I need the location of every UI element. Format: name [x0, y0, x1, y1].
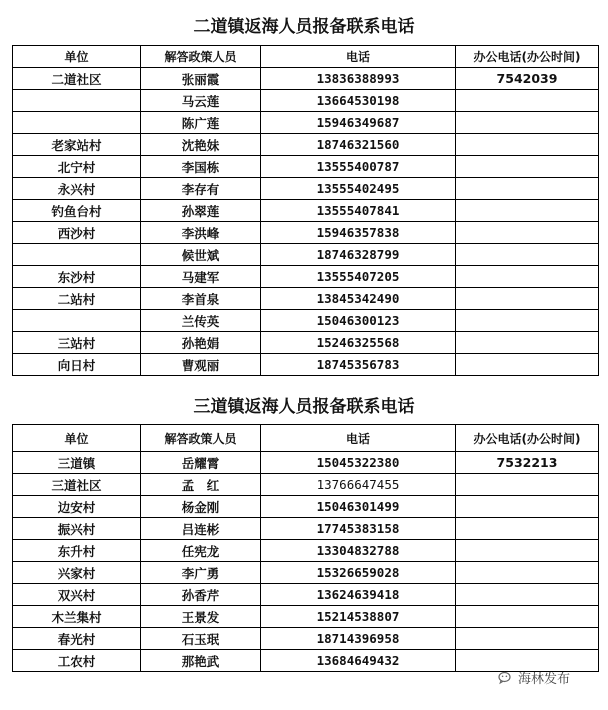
cell-unit: 永兴村	[13, 178, 141, 200]
cell-office	[456, 584, 599, 606]
cell-unit: 向日村	[13, 354, 141, 376]
cell-unit: 北宁村	[13, 156, 141, 178]
cell-unit: 兴家村	[13, 562, 141, 584]
cell-person: 王景发	[141, 606, 261, 628]
cell-person: 孙翠莲	[141, 200, 261, 222]
cell-office	[456, 540, 599, 562]
cell-unit: 春光村	[13, 628, 141, 650]
cell-person: 李洪峰	[141, 222, 261, 244]
cell-unit: 老家站村	[13, 134, 141, 156]
cell-person: 李广勇	[141, 562, 261, 584]
table-header-row	[13, 425, 599, 452]
cell-phone: 13304832788	[261, 540, 456, 562]
cell-person: 李存有	[141, 178, 261, 200]
cell-phone: 13766647455	[261, 474, 456, 496]
table-row	[13, 310, 599, 332]
cell-office	[456, 222, 599, 244]
table-row	[13, 562, 599, 584]
cell-office	[456, 474, 599, 496]
cell-phone: 18714396958	[261, 628, 456, 650]
watermark-text: 海林发布	[518, 672, 571, 687]
cell-phone: 15946357838	[261, 222, 456, 244]
cell-person: 李国栋	[141, 156, 261, 178]
cell-office	[456, 562, 599, 584]
cell-person: 孙艳娟	[141, 332, 261, 354]
cell-office	[456, 310, 599, 332]
table-row	[13, 540, 599, 562]
table-row	[13, 606, 599, 628]
cell-office	[456, 518, 599, 540]
cell-phone: 13555407841	[261, 200, 456, 222]
cell-phone: 15946349687	[261, 112, 456, 134]
table-row	[13, 112, 599, 134]
cell-office	[456, 266, 599, 288]
header-person: 解答政策人员	[141, 425, 261, 452]
table-header-row	[13, 46, 599, 68]
wechat-icon	[498, 670, 514, 686]
cell-phone: 18746328799	[261, 244, 456, 266]
cell-person: 陈广莲	[141, 112, 261, 134]
cell-phone: 15046301499	[261, 496, 456, 518]
table-row	[13, 68, 599, 90]
table-row	[13, 474, 599, 496]
cell-office: 7532213	[456, 452, 599, 474]
cell-person: 吕连彬	[141, 518, 261, 540]
cell-unit: 振兴村	[13, 518, 141, 540]
cell-phone: 13624639418	[261, 584, 456, 606]
table-row	[13, 156, 599, 178]
cell-phone: 15246325568	[261, 332, 456, 354]
table-row	[13, 452, 599, 474]
cell-person: 沈艳妹	[141, 134, 261, 156]
cell-phone: 13555402495	[261, 178, 456, 200]
contact-table-erdao	[12, 45, 599, 376]
cell-unit: 东升村	[13, 540, 141, 562]
cell-office	[456, 628, 599, 650]
cell-unit: 西沙村	[13, 222, 141, 244]
cell-office: 7542039	[456, 68, 599, 90]
cell-person: 张丽霞	[141, 68, 261, 90]
table-row	[13, 200, 599, 222]
cell-unit: 三站村	[13, 332, 141, 354]
page-title-sandao: 三道镇返海人员报备联系电话	[193, 397, 415, 417]
cell-office	[456, 134, 599, 156]
cell-phone: 13555407205	[261, 266, 456, 288]
cell-person: 候世斌	[141, 244, 261, 266]
cell-unit: 钓鱼台村	[13, 200, 141, 222]
cell-unit: 边安村	[13, 496, 141, 518]
cell-office	[456, 244, 599, 266]
table-row	[13, 354, 599, 376]
header-phone: 电话	[261, 46, 456, 68]
cell-phone: 17745383158	[261, 518, 456, 540]
cell-person: 任宪龙	[141, 540, 261, 562]
cell-phone: 18746321560	[261, 134, 456, 156]
cell-office	[456, 156, 599, 178]
cell-person: 李首泉	[141, 288, 261, 310]
cell-phone: 15046300123	[261, 310, 456, 332]
cell-unit: 工农村	[13, 650, 141, 672]
cell-person: 曹观丽	[141, 354, 261, 376]
cell-person: 石玉珉	[141, 628, 261, 650]
cell-person: 孙香芹	[141, 584, 261, 606]
table-row	[13, 266, 599, 288]
cell-phone: 13684649432	[261, 650, 456, 672]
cell-office	[456, 496, 599, 518]
table-row	[13, 288, 599, 310]
table-row	[13, 332, 599, 354]
table-row	[13, 628, 599, 650]
cell-unit: 二站村	[13, 288, 141, 310]
cell-person: 孟 红	[141, 474, 261, 496]
page-title-erdao: 二道镇返海人员报备联系电话	[193, 17, 415, 37]
cell-unit: 三道镇	[13, 452, 141, 474]
cell-unit	[13, 244, 141, 266]
table-row	[13, 496, 599, 518]
contact-table-sandao	[12, 424, 599, 672]
table-row	[13, 222, 599, 244]
cell-person: 兰传英	[141, 310, 261, 332]
table-row	[13, 90, 599, 112]
cell-phone: 13664530198	[261, 90, 456, 112]
header-unit: 单位	[13, 425, 141, 452]
cell-unit	[13, 310, 141, 332]
cell-office	[456, 178, 599, 200]
header-office: 办公电话(办公时间)	[456, 425, 599, 452]
cell-phone: 15326659028	[261, 562, 456, 584]
header-person: 解答政策人员	[141, 46, 261, 68]
cell-office	[456, 332, 599, 354]
table-row	[13, 244, 599, 266]
cell-phone: 13845342490	[261, 288, 456, 310]
cell-phone: 13836388993	[261, 68, 456, 90]
cell-phone: 15045322380	[261, 452, 456, 474]
cell-phone: 15214538807	[261, 606, 456, 628]
header-office: 办公电话(办公时间)	[456, 46, 599, 68]
cell-person: 那艳武	[141, 650, 261, 672]
table-row	[13, 518, 599, 540]
cell-office	[456, 112, 599, 134]
cell-phone: 13555400787	[261, 156, 456, 178]
cell-unit: 三道社区	[13, 474, 141, 496]
cell-phone: 18745356783	[261, 354, 456, 376]
table-row	[13, 178, 599, 200]
cell-unit: 二道社区	[13, 68, 141, 90]
cell-unit	[13, 112, 141, 134]
cell-office	[456, 200, 599, 222]
cell-office	[456, 90, 599, 112]
header-unit: 单位	[13, 46, 141, 68]
cell-unit: 木兰集村	[13, 606, 141, 628]
cell-person: 杨金刚	[141, 496, 261, 518]
cell-office	[456, 354, 599, 376]
cell-office	[456, 606, 599, 628]
cell-unit: 东沙村	[13, 266, 141, 288]
cell-person: 岳耀霄	[141, 452, 261, 474]
cell-office	[456, 288, 599, 310]
table-row	[13, 584, 599, 606]
cell-person: 马云莲	[141, 90, 261, 112]
table-row	[13, 134, 599, 156]
cell-person: 马建军	[141, 266, 261, 288]
header-phone: 电话	[261, 425, 456, 452]
cell-unit	[13, 90, 141, 112]
cell-unit: 双兴村	[13, 584, 141, 606]
watermark	[498, 668, 570, 687]
